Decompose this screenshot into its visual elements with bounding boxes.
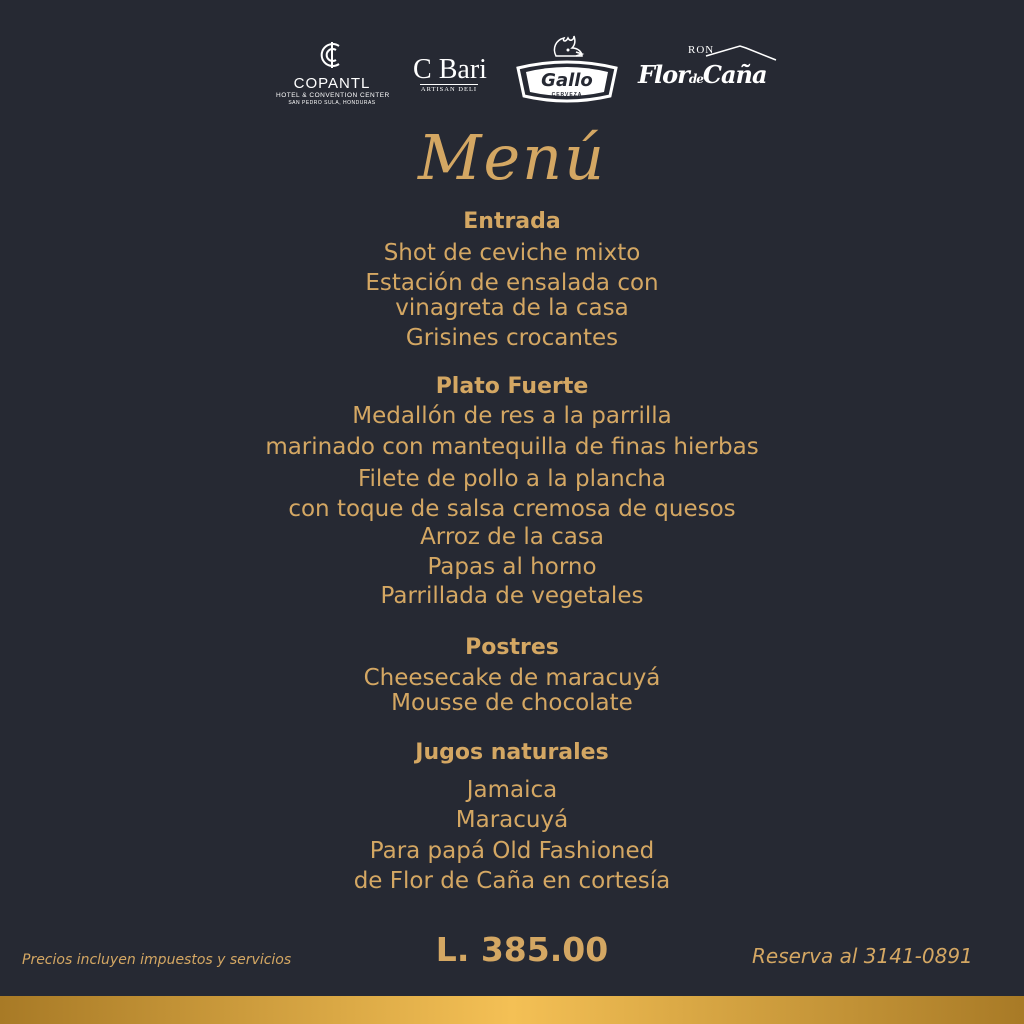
menu-item: Grisines crocantes [405, 325, 619, 351]
gold-bottom-bar [0, 996, 1024, 1024]
menu-item: Medallón de res a la parrilla [352, 403, 672, 429]
menu-title: Menú [417, 121, 607, 194]
flor-de-cana-name [638, 60, 767, 89]
flor-name-part2: Caña [702, 60, 767, 89]
section-heading-postres: Postres [465, 635, 559, 660]
section-heading-entrada: Entrada [463, 209, 561, 234]
menu-item: Papas al horno [427, 554, 597, 580]
price: L. 385.00 [435, 930, 609, 969]
gallo-subtitle: CERVEZA [551, 92, 583, 98]
menu-item: Arroz de la casa [420, 524, 604, 550]
menu-item: de Flor de Caña en cortesía [353, 868, 671, 894]
menu-item: con toque de salsa cremosa de quesos [288, 496, 736, 522]
menu-item: Shot de ceviche mixto [383, 240, 641, 266]
menu-item: marinado con mantequilla de finas hierbas [265, 434, 759, 460]
menu-item: Cheesecake de maracuyá [363, 665, 661, 691]
menu-item: Estación de ensalada con [365, 270, 659, 296]
menu-item: Mousse de chocolate [391, 690, 633, 716]
section-heading-jugos-naturales: Jugos naturales [415, 740, 609, 765]
flor-name-de: de [688, 72, 703, 86]
flor-de-cana-logo [636, 40, 778, 102]
gallo-logo [512, 34, 622, 108]
section-heading-plato-fuerte: Plato Fuerte [435, 374, 589, 399]
sponsor-logos [0, 34, 1024, 114]
menu-item: Maracuyá [455, 807, 569, 833]
menu-item: Parrillada de vegetales [380, 583, 644, 609]
gallo-name: Gallo [541, 70, 593, 91]
menu-item: Para papá Old Fashioned [369, 838, 655, 864]
copantl-name: COPANTL [293, 75, 371, 92]
cbari-subtitle: ARTISAN DELI [420, 86, 478, 93]
flor-name-part1: Flor [638, 60, 689, 89]
cbari-logo [400, 56, 500, 94]
menu-item: Filete de pollo a la plancha [357, 466, 667, 492]
reservation-phone: Reserva al 3141-0891 [752, 944, 973, 968]
flor-ron-label: RON [688, 44, 715, 56]
copantl-location: SAN PEDRO SULA, HONDURAS [288, 100, 376, 106]
copantl-logo [276, 40, 388, 107]
copantl-mark-icon [317, 40, 347, 70]
tax-note: Precios incluyen impuestos y servicios [22, 952, 292, 968]
menu-item: Jamaica [466, 777, 558, 803]
cbari-name: C Bari [413, 54, 487, 85]
copantl-subtitle: HOTEL & CONVENTION CENTER [276, 92, 390, 99]
menu-item: vinagreta de la casa [395, 295, 629, 321]
